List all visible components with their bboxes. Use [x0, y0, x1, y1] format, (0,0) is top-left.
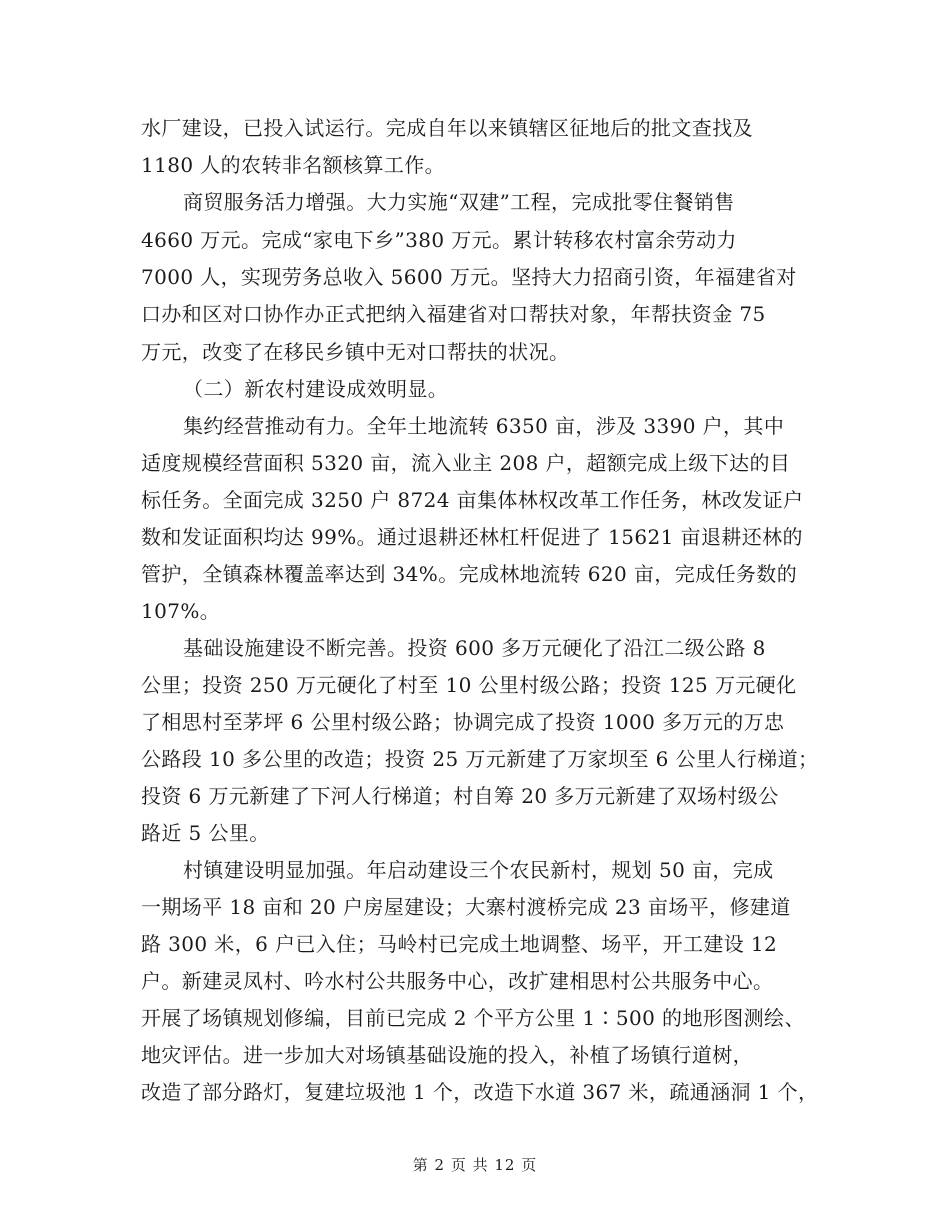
section-heading: （二）新农村建设成效明显。 — [183, 377, 449, 401]
paragraph-line: 4660 万元。完成“家电下乡”380 万元。累计转移农村富余劳动力 — [141, 228, 737, 252]
paragraph-line: 投资 6 万元新建了下河人行梯道；村自筹 20 多万元新建了双场村级公 — [141, 784, 779, 808]
paragraph-line: 标任务。全面完成 3250 户 8724 亩集体林权改革工作任务，林改发证户 — [141, 488, 804, 512]
paragraph-line: 商贸服务活力增强。大力实施“双建”工程，完成批零住餐销售 — [183, 190, 735, 214]
paragraph-line: 改造了部分路灯，复建垃圾池 1 个，改造下水道 367 米，疏通涵洞 1 个， — [141, 1080, 819, 1104]
paragraph-line: 口办和区对口协作办正式把纳入福建省对口帮扶对象，年帮扶资金 75 — [141, 302, 766, 326]
paragraph-line: 公里；投资 250 万元硬化了村至 10 公里村级公路；投资 125 万元硬化 — [141, 673, 797, 697]
paragraph-line: 了相思村至茅坪 6 公里村级公路；协调完成了投资 1000 多万元的万忠 — [141, 710, 785, 734]
paragraph-line: 万元，改变了在移民乡镇中无对口帮扶的状况。 — [141, 340, 570, 364]
paragraph-line: 户。新建灵凤村、吟水村公共服务中心，改扩建相思村公共服务中心。 — [141, 969, 774, 993]
paragraph-line: 基础设施建设不断完善。投资 600 多万元硬化了沿江二级公路 8 — [183, 636, 766, 660]
paragraph-line: 水厂建设，已投入试运行。完成自年以来镇辖区征地后的批文查找及 — [141, 116, 753, 140]
paragraph-line: 适度规模经营面积 5320 亩，流入业主 208 户，超额完成上级下达的目 — [141, 451, 791, 475]
paragraph-line: 107%。 — [141, 599, 221, 623]
paragraph-line: 公路段 10 多公里的改造；投资 25 万元新建了万家坝至 6 公里人行梯道； — [141, 747, 819, 771]
page-number-footer: 第 2 页 共 12 页 — [412, 1156, 538, 1174]
paragraph-line: 集约经营推动有力。全年土地流转 6350 亩，涉及 3390 户，其中 — [183, 414, 785, 438]
paragraph-line: 数和发证面积均达 99%。通过退耕还林杠杆促进了 15621 亩退耕还林的 — [141, 525, 803, 549]
paragraph-line: 开展了场镇规划修编，目前已完成 2 个平方公里 1∶500 的地形图测绘、 — [141, 1006, 805, 1030]
paragraph-line: 7000 人，实现劳务总收入 5600 万元。坚持大力招商引资，年福建省对 — [141, 265, 797, 289]
paragraph-line: 管护，全镇森林覆盖率达到 34%。完成林地流转 620 亩，完成任务数的 — [141, 562, 798, 586]
paragraph-line: 路近 5 公里。 — [141, 821, 270, 845]
paragraph-line: 地灾评估。进一步加大对场镇基础设施的投入，补植了场镇行道树， — [141, 1043, 753, 1067]
paragraph-line: 路 300 米，6 户已入住；马岭村已完成土地调整、场平，开工建设 12 — [141, 932, 778, 956]
paragraph-line: 一期场平 18 亩和 20 户房屋建设；大寨村渡桥完成 23 亩场平，修建道 — [141, 895, 791, 919]
paragraph-line: 村镇建设明显加强。年启动建设三个农民新村，规划 50 亩，完成 — [183, 858, 774, 882]
paragraph-line: 1180 人的农转非名额核算工作。 — [141, 153, 446, 177]
